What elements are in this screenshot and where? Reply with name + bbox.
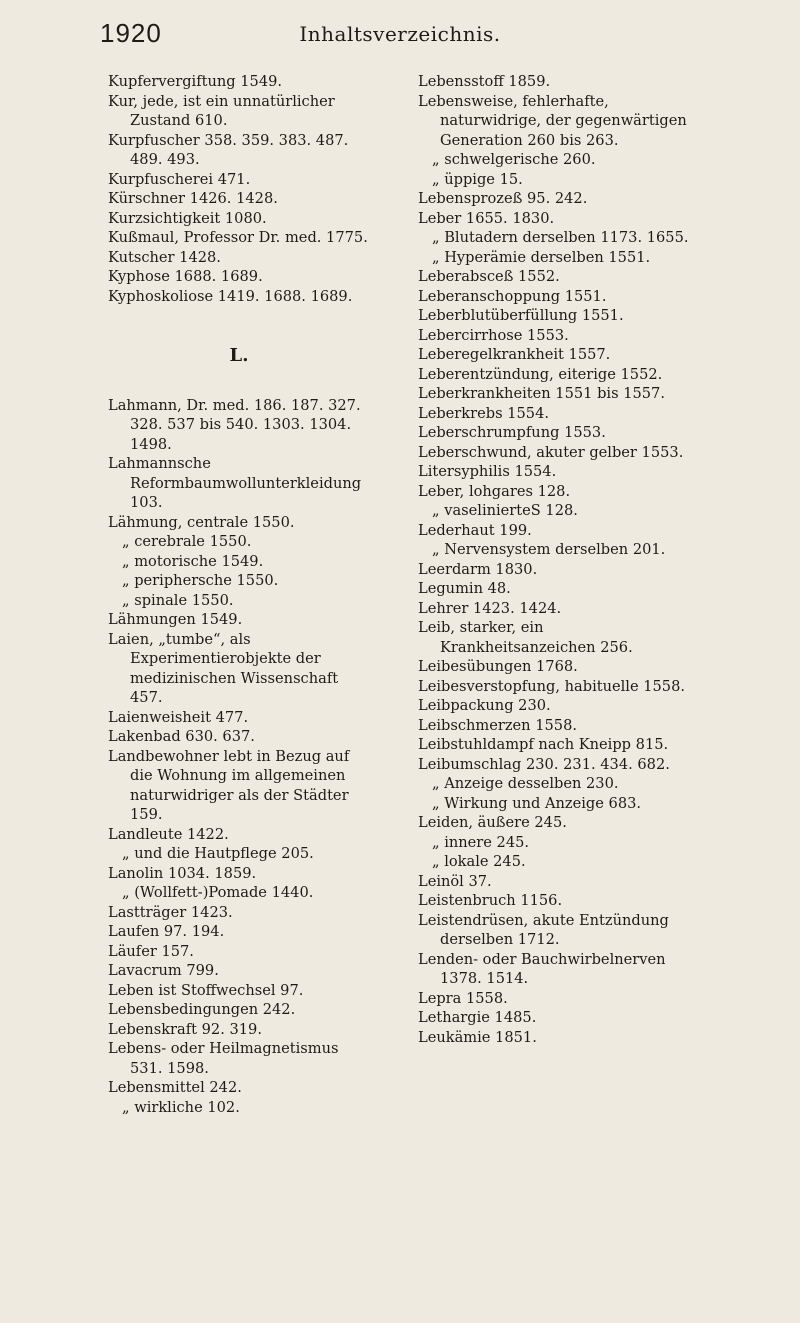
index-entry: Lebensweise, fehlerhafte, naturwidrige, der gegenwärtigen Generation 260 bis 263. [418, 92, 687, 149]
index-entry: Leerdarm 1830. [418, 560, 538, 578]
index-entry: Leberschrumpfung 1553. [418, 424, 606, 441]
index-entry: Lebenskraft 92. 319. [108, 1020, 262, 1038]
index-entry: „ cerebrale 1550. [122, 533, 252, 550]
index-entry: „ schwelgerische 260. [432, 151, 596, 168]
index-entry: Kurpfuscherei 471. [108, 170, 251, 188]
index-entry: Laufen 97. 194. [108, 923, 225, 940]
right-column [418, 72, 700, 1047]
index-entry: Kurpfuscher 358. 359. 383. 487. 489. 493. [108, 131, 349, 168]
index-entry: Leibpackung 230. [418, 697, 551, 714]
index-entry: Leberblutüberfüllung 1551. [418, 307, 624, 324]
index-entry: Lederhaut 199. [418, 521, 532, 539]
index-entry: Lebensstoff 1859. [418, 73, 551, 90]
index-entry: Lethargie 1485. [418, 1009, 537, 1026]
index-entry: „ und die Hautpflege 205. [122, 845, 314, 862]
index-entry: Landleute 1422. [108, 825, 229, 843]
left-entries-k [108, 72, 370, 306]
index-entry: Kyphose 1688. 1689. [108, 268, 263, 285]
index-entry: Laienweisheit 477. [108, 708, 249, 726]
index-entry: „ Anzeige desselben 230. [432, 775, 619, 792]
index-entry: „ periphersche 1550. [122, 572, 279, 589]
index-entry: „ üppige 15. [432, 170, 523, 188]
index-entry: Leberanschoppung 1551. [418, 287, 607, 305]
index-entry: Litersyphilis 1554. [418, 463, 557, 480]
index-entry: „ Blutadern derselben 1173. 1655. [432, 229, 689, 246]
index-entry: „ motorische 1549. [122, 552, 264, 570]
index-entry: Kürschner 1426. 1428. [108, 190, 278, 207]
index-entry: Leberentzündung, eiterige 1552. [418, 365, 663, 383]
index-entry: Kurzsichtigkeit 1080. [108, 209, 267, 227]
index-entry: Leibschmerzen 1558. [418, 716, 577, 734]
page-header [100, 18, 700, 58]
index-entry: Lehrer 1423. 1424. [418, 599, 562, 617]
index-entry: „ (Wollfett-)Pomade 1440. [122, 884, 314, 901]
index-entry: Lahmann, Dr. med. 186. 187. 327. 328. 537 bis 540. 1303. 1304. 1498. [108, 396, 361, 453]
index-entry: Lebensmittel 242. [108, 1079, 242, 1096]
index-entry: Leberschwund, akuter gelber 1553. [418, 443, 684, 461]
index-entry: „ vaselinierteS 128. [432, 502, 578, 519]
index-entry: „ wirkliche 102. [122, 1098, 240, 1116]
index-entry: Lebensbedingungen 242. [108, 1001, 296, 1018]
index-entry: Lanolin 1034. 1859. [108, 864, 257, 882]
index-entry: Leistendrüsen, akute Entzündung derselben 1712. [418, 911, 669, 948]
index-entry: „ lokale 245. [432, 853, 526, 870]
index-entry: Leistenbruch 1156. [418, 892, 563, 909]
index-entry: Kutscher 1428. [108, 248, 221, 266]
index-entry: Leberkrankheiten 1551 bis 1557. [418, 385, 665, 402]
index-entry: Lähmung, centrale 1550. [108, 513, 295, 531]
running-title: Inhaltsverzeichnis. [299, 22, 501, 46]
index-entry: Leiden, äußere 245. [418, 814, 567, 831]
index-entry: Leib, starker, ein Krankheitsanzeichen 256. [418, 619, 633, 656]
index-entry: Lakenbad 630. 637. [108, 728, 255, 745]
index-entry: Lahmannsche Reformbaumwollunterkleidung 103. [108, 455, 362, 511]
index-entry: Kußmaul, Professor Dr. med. 1775. [108, 229, 368, 246]
index-entry: „ Wirkung und Anzeige 683. [432, 794, 642, 812]
page-number: 1920 [100, 18, 162, 48]
index-entry: Legumin 48. [418, 580, 511, 597]
index-entry: Leben ist Stoffwechsel 97. [108, 981, 304, 999]
index-entry: Leber 1655. 1830. [418, 209, 555, 227]
index-entry: Lähmungen 1549. [108, 611, 243, 628]
right-entries [418, 72, 700, 1047]
index-entry: Lebens- oder Heilmagnetismus 531. 1598. [108, 1040, 339, 1077]
index-entry: Lepra 1558. [418, 989, 508, 1007]
letter-heading: L. [229, 345, 249, 366]
index-entry: Leberabsceß 1552. [418, 268, 560, 285]
left-entries-l [108, 396, 370, 1118]
index-entry: Leber, lohgares 128. [418, 482, 571, 500]
left-column [108, 72, 370, 1117]
index-entry: „ Nervensystem derselben 201. [432, 541, 666, 558]
index-entry: Landbewohner lebt in Bezug auf die Wohnung im allgemeinen naturwidriger als der Städter 159. [108, 747, 350, 823]
index-entry: Lastträger 1423. [108, 903, 233, 921]
index-entry: Läufer 157. [108, 942, 194, 960]
index-entry: „ spinale 1550. [122, 591, 234, 609]
index-entry: Lebercirrhose 1553. [418, 326, 569, 344]
index-entry: Kupfervergiftung 1549. [108, 73, 283, 90]
index-entry: Lebensprozeß 95. 242. [418, 190, 588, 207]
index-entry: Lavacrum 799. [108, 962, 219, 979]
index-entry: Leibesübungen 1768. [418, 658, 578, 675]
index-entry: Leibumschlag 230. 231. 434. 682. [418, 755, 670, 773]
index-entry: Kyphoskoliose 1419. 1688. 1689. [108, 287, 353, 305]
index-entry: Kur, jede, ist ein unnatürlicher Zustand 610. [108, 92, 335, 129]
index-entry: Leinöl 37. [418, 872, 492, 890]
index-entry: Leibesverstopfung, habituelle 1558. [418, 677, 686, 695]
index-entry: Leukämie 1851. [418, 1028, 537, 1046]
index-entry: Leberkrebs 1554. [418, 404, 549, 422]
index-entry: Laien, „tumbe“, als Experimentierobjekte der medizinischen Wissenschaft 457. [108, 630, 339, 706]
index-entry: Leibstuhldampf nach Kneipp 815. [418, 736, 669, 753]
index-entry: Lenden- oder Bauchwirbelnerven 1378. 1514. [418, 950, 666, 987]
index-entry: „ innere 245. [432, 833, 530, 851]
index-entry: Leberegelkrankheit 1557. [418, 346, 611, 363]
index-entry: „ Hyperämie derselben 1551. [432, 248, 651, 266]
